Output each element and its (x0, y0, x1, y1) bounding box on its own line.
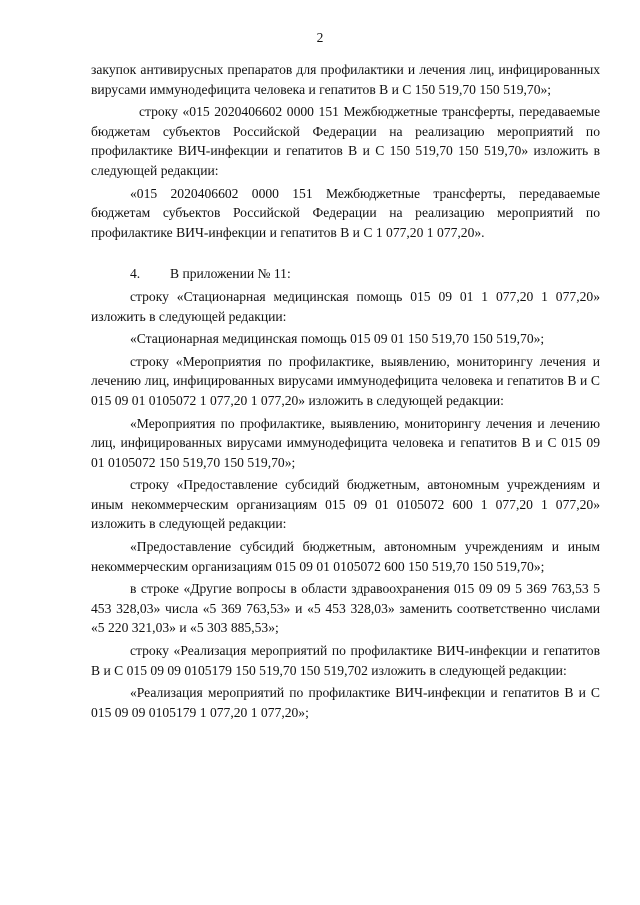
page-number: 2 (316, 30, 324, 45)
paragraph: «Реализация мероприятий по профилактике ВИЧ-инфекции и гепатитов В и С 015 09 09 0105179 1 077,20 1 077,20»; (91, 685, 600, 720)
paragraph: «015 2020406602 0000 151 Межбюджетные трансферты, передаваемые бюджетам субъектов Российской Федерации на реализацию мероприятий по профилактике ВИЧ-инфекции и гепатитов В и С 1 077,20 1 077,20». (91, 185, 600, 240)
paragraph: «Стационарная медицинская помощь 015 09 01 150 519,70 150 519,70»; (130, 331, 545, 347)
document-body (91, 60, 600, 725)
paragraph: закупок антивирусных препаратов для профилактики и лечения лиц, инфицированных вирусами иммунодефицита человека и гепатитов В и С 150 519,70 150 519,70»; (91, 62, 600, 97)
paragraph: «Мероприятия по профилактике, выявлению, мониторингу лечения и лечению лиц, инфицированных вирусами иммунодефицита человека и гепатитов В и С 015 09 01 0105072 150 519,70 150 519,70»; (91, 415, 600, 470)
paragraph: строку «Стационарная медицинская помощь 015 09 01 1 077,20 1 077,20» изложить в следующей редакции: (91, 288, 600, 324)
section-heading (91, 264, 600, 284)
section-number: 4. (130, 266, 141, 282)
paragraph: строку «Реализация мероприятий по профилактике ВИЧ-инфекции и гепатитов В и С 015 09 09 0105179 150 519,70 150 519,702 изложить в следующей редакции: (91, 643, 600, 678)
paragraph: строку «Предоставление субсидий бюджетным, автономным учреждениям и иным некоммерческим организациям 015 09 01 0105072 600 1 077,20 1 077,20» изложить в следующей редакции: (91, 477, 600, 532)
paragraph: строку «015 2020406602 0000 151 Межбюджетные трансферты, передаваемые бюджетам субъектов Российской Федерации на реализацию мероприятий по профилактике ВИЧ-инфекции и гепатитов В и С 150 519,70 150 519,70» изложить в следующей редакции: (91, 104, 600, 178)
paragraph: в строке «Другие вопросы в области здравоохранения 015 09 09 5 369 763,53 5 453 328,03» числа «5 369 763,53» и «5 453 328,03» заменить соответственно числами «5 220 321,03» и «5 303 885,53»; (91, 581, 600, 636)
section-title: В приложении № 11: (170, 266, 291, 282)
paragraph: строку «Мероприятия по профилактике, выявлению, мониторингу лечения и лечению лиц, инфицированных вирусами иммунодефицита человека и гепатитов В и С 015 09 01 0105072 1 077,20 1 077,20» изложить в следующей редакции: (91, 353, 600, 408)
paragraph: «Предоставление субсидий бюджетным, автономным учреждениям и иным некоммерческим организациям 015 09 01 0105072 600 150 519,70 150 519,70»; (91, 539, 600, 574)
